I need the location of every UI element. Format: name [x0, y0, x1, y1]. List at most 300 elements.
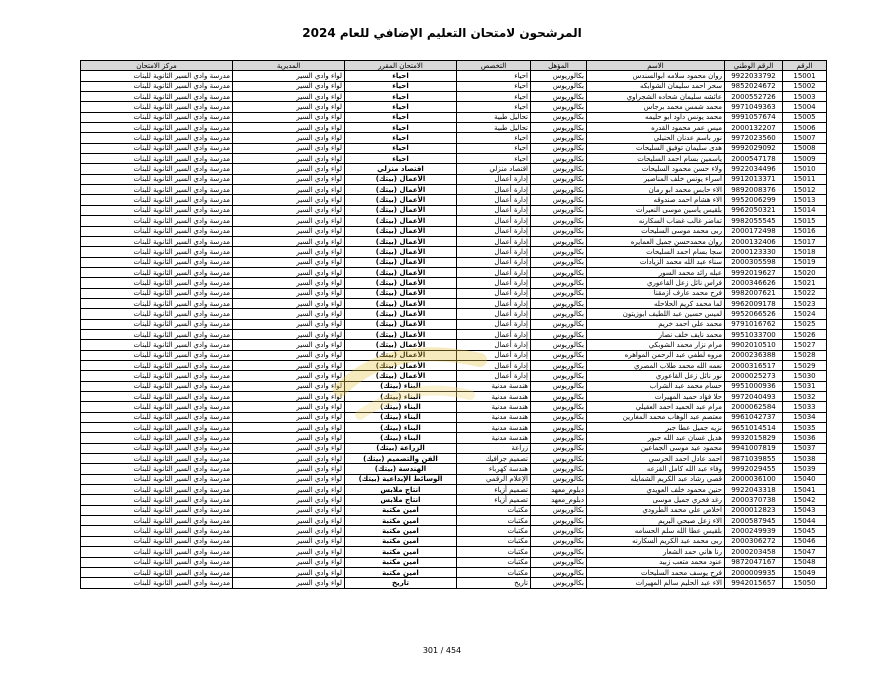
cell-center: مدرسة وادي السير الثانوية للبنات: [81, 288, 233, 298]
cell-id: 15046: [783, 536, 827, 546]
cell-name: رنا هاني حمد الشعار: [587, 547, 725, 557]
cell-center: مدرسة وادي السير الثانوية للبنات: [81, 443, 233, 453]
table-row: [81, 133, 827, 143]
cell-exam: الأعمال (بيتك): [345, 360, 457, 370]
cell-center: مدرسة وادي السير الثانوية للبنات: [81, 154, 233, 164]
cell-name: سناء عبد الله محمد الزيادات: [587, 257, 725, 267]
table-row: [81, 495, 827, 505]
cell-name: ربى محمد موسى السليحات: [587, 226, 725, 236]
cell-center: مدرسة وادي السير الثانوية للبنات: [81, 236, 233, 246]
cell-center: مدرسة وادي السير الثانوية للبنات: [81, 433, 233, 443]
cell-major: إدارة أعمال: [457, 360, 531, 370]
cell-name: عنود محمد متعب زبيد: [587, 557, 725, 567]
cell-id: 15034: [783, 412, 827, 422]
cell-center: مدرسة وادي السير الثانوية للبنات: [81, 174, 233, 184]
cell-center: مدرسة وادي السير الثانوية للبنات: [81, 350, 233, 360]
cell-name: نزيه جميل عطا جبر: [587, 423, 725, 433]
cell-exam: الزراعة (بيتك): [345, 443, 457, 453]
cell-qualification: بكالوريوس: [531, 547, 587, 557]
cell-qualification: بكالوريوس: [531, 143, 587, 153]
cell-major: هندسة مدنية: [457, 433, 531, 443]
cell-exam: اقتصاد منزلي: [345, 164, 457, 174]
cell-directorate: لواء وادي السير: [233, 516, 345, 526]
cell-major: هندسة مدنية: [457, 392, 531, 402]
cell-name: فراس نائل زعل القاعوري: [587, 278, 725, 288]
cell-major: احياء: [457, 102, 531, 112]
cell-name: معتصم عبد الوهاب محمد المغارين: [587, 412, 725, 422]
cell-center: مدرسة وادي السير الثانوية للبنات: [81, 71, 233, 81]
cell-id: 15025: [783, 319, 827, 329]
cell-center: مدرسة وادي السير الثانوية للبنات: [81, 412, 233, 422]
cell-qualification: بكالوريوس: [531, 371, 587, 381]
cell-national-id: 2000552726: [725, 92, 783, 102]
cell-directorate: لواء وادي السير: [233, 392, 345, 402]
cell-exam: الأعمال (بيتك): [345, 329, 457, 339]
table-row: [81, 164, 827, 174]
table-row: [81, 443, 827, 453]
cell-name: الاء هشام احمد صندوقه: [587, 195, 725, 205]
cell-id: 15042: [783, 495, 827, 505]
cell-id: 15038: [783, 454, 827, 464]
cell-id: 15016: [783, 226, 827, 236]
cell-center: مدرسة وادي السير الثانوية للبنات: [81, 195, 233, 205]
cell-name: مروه لطفي عبد الرحمن المواهره: [587, 350, 725, 360]
cell-center: مدرسة وادي السير الثانوية للبنات: [81, 164, 233, 174]
cell-major: هندسة مدنية: [457, 412, 531, 422]
cell-qualification: بكالوريوس: [531, 329, 587, 339]
cell-center: مدرسة وادي السير الثانوية للبنات: [81, 360, 233, 370]
cell-qualification: بكالوريوس: [531, 340, 587, 350]
cell-center: مدرسة وادي السير الثانوية للبنات: [81, 185, 233, 195]
cell-directorate: لواء وادي السير: [233, 412, 345, 422]
cell-qualification: بكالوريوس: [531, 309, 587, 319]
cell-qualification: بكالوريوس: [531, 298, 587, 308]
cell-exam: الأعمال (بيتك): [345, 247, 457, 257]
cell-directorate: لواء وادي السير: [233, 102, 345, 112]
cell-directorate: لواء وادي السير: [233, 195, 345, 205]
cell-id: 15023: [783, 298, 827, 308]
table-row: [81, 195, 827, 205]
cell-id: 15012: [783, 185, 827, 195]
cell-exam: الأعمال (بيتك): [345, 216, 457, 226]
cell-national-id: 9872047167: [725, 557, 783, 567]
cell-major: إدارة أعمال: [457, 226, 531, 236]
page-number: 301 / 454: [422, 646, 462, 655]
cell-national-id: 9912013371: [725, 174, 783, 184]
cell-qualification: بكالوريوس: [531, 423, 587, 433]
cell-exam: احياء: [345, 133, 457, 143]
table-row: [81, 81, 827, 91]
table-row: [81, 402, 827, 412]
cell-directorate: لواء وادي السير: [233, 92, 345, 102]
cell-national-id: 2000062584: [725, 402, 783, 412]
cell-center: مدرسة وادي السير الثانوية للبنات: [81, 371, 233, 381]
cell-directorate: لواء وادي السير: [233, 340, 345, 350]
cell-name: محمد يونس داود ابو حليمه: [587, 112, 725, 122]
header-id: الرقم: [783, 61, 827, 71]
cell-center: مدرسة وادي السير الثانوية للبنات: [81, 495, 233, 505]
cell-id: 15005: [783, 112, 827, 122]
cell-major: احياء: [457, 143, 531, 153]
cell-name: قصي رشاد عبد الكريم الشمايله: [587, 474, 725, 484]
table-row: [81, 516, 827, 526]
cell-qualification: بكالوريوس: [531, 185, 587, 195]
cell-id: 15033: [783, 402, 827, 412]
table-row: [81, 381, 827, 391]
table-row: [81, 71, 827, 81]
cell-national-id: 9902010510: [725, 340, 783, 350]
header-exam: الامتحان المقرر: [345, 61, 457, 71]
cell-name: الاء زعل صبحي البريم: [587, 516, 725, 526]
cell-major: تصميم جرافيك: [457, 454, 531, 464]
cell-qualification: دبلوم_معهد: [531, 495, 587, 505]
cell-name: اسراء يونس خلف المناصير: [587, 174, 725, 184]
cell-directorate: لواء وادي السير: [233, 381, 345, 391]
cell-exam: انتاج ملابس: [345, 495, 457, 505]
table-row: [81, 112, 827, 122]
cell-exam: امين مكتبة: [345, 516, 457, 526]
cell-exam: البناء (بيتك): [345, 412, 457, 422]
cell-exam: احياء: [345, 102, 457, 112]
cell-national-id: 9922033792: [725, 71, 783, 81]
header-directorate: المديرية: [233, 61, 345, 71]
cell-exam: الأعمال (بيتك): [345, 195, 457, 205]
cell-national-id: 9972023560: [725, 133, 783, 143]
cell-national-id: 9962009178: [725, 298, 783, 308]
cell-id: 15047: [783, 547, 827, 557]
cell-qualification: بكالوريوس: [531, 464, 587, 474]
cell-name: رغد فخري جميل موسى: [587, 495, 725, 505]
cell-directorate: لواء وادي السير: [233, 71, 345, 81]
cell-center: مدرسة وادي السير الثانوية للبنات: [81, 423, 233, 433]
table-row: [81, 298, 827, 308]
cell-id: 15031: [783, 381, 827, 391]
cell-qualification: بكالوريوس: [531, 257, 587, 267]
cell-national-id: 9951033700: [725, 329, 783, 339]
cell-qualification: بكالوريوس: [531, 412, 587, 422]
cell-name: لما محمد كريم الحلاحله: [587, 298, 725, 308]
table-row: [81, 236, 827, 246]
cell-major: إدارة أعمال: [457, 236, 531, 246]
cell-national-id: 2000346626: [725, 278, 783, 288]
cell-directorate: لواء وادي السير: [233, 495, 345, 505]
cell-id: 15018: [783, 247, 827, 257]
cell-national-id: 9971049363: [725, 102, 783, 112]
cell-qualification: بكالوريوس: [531, 133, 587, 143]
cell-exam: الأعمال (بيتك): [345, 309, 457, 319]
cell-id: 15001: [783, 71, 827, 81]
cell-major: احياء: [457, 71, 531, 81]
cell-national-id: 9972040493: [725, 392, 783, 402]
table-row: [81, 360, 827, 370]
cell-directorate: لواء وادي السير: [233, 485, 345, 495]
table-row: [81, 567, 827, 577]
cell-name: ميس عمر محمود القدره: [587, 123, 725, 133]
cell-directorate: لواء وادي السير: [233, 309, 345, 319]
cell-directorate: لواء وادي السير: [233, 288, 345, 298]
cell-name: نعمه الله محمد طلاب المصري: [587, 360, 725, 370]
cell-exam: الأعمال (بيتك): [345, 288, 457, 298]
table-row: [81, 143, 827, 153]
cell-qualification: بكالوريوس: [531, 112, 587, 122]
cell-name: الاء عبد الحليم سالم المهيرات: [587, 578, 725, 588]
cell-national-id: 9962050321: [725, 205, 783, 215]
cell-major: إدارة أعمال: [457, 185, 531, 195]
cell-qualification: بكالوريوس: [531, 123, 587, 133]
cell-major: إدارة أعمال: [457, 350, 531, 360]
cell-center: مدرسة وادي السير الثانوية للبنات: [81, 454, 233, 464]
cell-major: إدارة أعمال: [457, 288, 531, 298]
cell-name: وفاء عبد الله كامل القزعه: [587, 464, 725, 474]
cell-center: مدرسة وادي السير الثانوية للبنات: [81, 536, 233, 546]
cell-name: ياسمين بسام احمد السليحات: [587, 154, 725, 164]
table-row: [81, 205, 827, 215]
cell-national-id: 9982055545: [725, 216, 783, 226]
cell-name: اخلاص علي محمد الطرودي: [587, 505, 725, 515]
table-row: [81, 174, 827, 184]
table-row: [81, 392, 827, 402]
cell-exam: الأعمال (بيتك): [345, 340, 457, 350]
cell-id: 15003: [783, 92, 827, 102]
cell-center: مدرسة وادي السير الثانوية للبنات: [81, 247, 233, 257]
cell-national-id: 9852024672: [725, 81, 783, 91]
cell-major: مكتبات: [457, 557, 531, 567]
cell-id: 15037: [783, 443, 827, 453]
cell-national-id: 2000172498: [725, 226, 783, 236]
cell-center: مدرسة وادي السير الثانوية للبنات: [81, 464, 233, 474]
cell-exam: الأعمال (بيتك): [345, 205, 457, 215]
cell-name: نور نائل زعل القاعوري: [587, 371, 725, 381]
cell-directorate: لواء وادي السير: [233, 164, 345, 174]
cell-exam: احياء: [345, 123, 457, 133]
table-row: [81, 412, 827, 422]
cell-name: حلا فؤاد حميد المهيرات: [587, 392, 725, 402]
cell-directorate: لواء وادي السير: [233, 298, 345, 308]
cell-exam: الأعمال (بيتك): [345, 371, 457, 381]
cell-qualification: بكالوريوس: [531, 402, 587, 412]
cell-directorate: لواء وادي السير: [233, 578, 345, 588]
cell-id: 15017: [783, 236, 827, 246]
cell-directorate: لواء وادي السير: [233, 216, 345, 226]
cell-center: مدرسة وادي السير الثانوية للبنات: [81, 133, 233, 143]
cell-center: مدرسة وادي السير الثانوية للبنات: [81, 578, 233, 588]
cell-directorate: لواء وادي السير: [233, 464, 345, 474]
cell-exam: الأعمال (بيتك): [345, 174, 457, 184]
table-row: [81, 319, 827, 329]
cell-national-id: 2000547178: [725, 154, 783, 164]
cell-qualification: بكالوريوس: [531, 526, 587, 536]
cell-directorate: لواء وادي السير: [233, 81, 345, 91]
table-row: [81, 267, 827, 277]
cell-national-id: 9942015657: [725, 578, 783, 588]
cell-major: مكتبات: [457, 547, 531, 557]
cell-name: ولاء حسن محمود السليحات: [587, 164, 725, 174]
table-row: [81, 536, 827, 546]
cell-qualification: بكالوريوس: [531, 350, 587, 360]
cell-national-id: 9992029092: [725, 143, 783, 153]
cell-major: تاريخ: [457, 578, 531, 588]
cell-qualification: دبلوم_معهد: [531, 485, 587, 495]
cell-major: إدارة أعمال: [457, 309, 531, 319]
cell-qualification: بكالوريوس: [531, 81, 587, 91]
cell-center: مدرسة وادي السير الثانوية للبنات: [81, 226, 233, 236]
cell-id: 15030: [783, 371, 827, 381]
table-row: [81, 154, 827, 164]
cell-id: 15045: [783, 526, 827, 536]
table-header-row: [81, 61, 827, 71]
cell-qualification: بكالوريوس: [531, 278, 587, 288]
cell-center: مدرسة وادي السير الثانوية للبنات: [81, 329, 233, 339]
cell-name: نور باسم عدنان الحنيلي: [587, 133, 725, 143]
cell-name: عبله رائد محمد السور: [587, 267, 725, 277]
cell-qualification: بكالوريوس: [531, 92, 587, 102]
table-row: [81, 454, 827, 464]
cell-exam: الفن والتصميم (بيتك): [345, 454, 457, 464]
cell-national-id: 9871039855: [725, 454, 783, 464]
cell-name: بلقيس ياسين موسى النعيرات: [587, 205, 725, 215]
cell-directorate: لواء وادي السير: [233, 536, 345, 546]
cell-national-id: 9791016762: [725, 319, 783, 329]
cell-qualification: بكالوريوس: [531, 536, 587, 546]
cell-id: 15011: [783, 174, 827, 184]
table-row: [81, 350, 827, 360]
cell-directorate: لواء وادي السير: [233, 567, 345, 577]
cell-exam: الأعمال (بيتك): [345, 278, 457, 288]
table-row: [81, 288, 827, 298]
cell-national-id: 2000249939: [725, 526, 783, 536]
cell-major: إدارة أعمال: [457, 174, 531, 184]
cell-exam: احياء: [345, 154, 457, 164]
cell-major: تصميم أزياء: [457, 485, 531, 495]
table-row: [81, 102, 827, 112]
cell-id: 15049: [783, 567, 827, 577]
cell-name: هدى سليمان توفيق السليحات: [587, 143, 725, 153]
cell-center: مدرسة وادي السير الثانوية للبنات: [81, 102, 233, 112]
cell-center: مدرسة وادي السير الثانوية للبنات: [81, 267, 233, 277]
cell-id: 15026: [783, 329, 827, 339]
table-row: [81, 371, 827, 381]
cell-qualification: بكالوريوس: [531, 319, 587, 329]
cell-name: عائشه سليمان شحاده الشجراوي: [587, 92, 725, 102]
cell-major: مكتبات: [457, 516, 531, 526]
cell-id: 15027: [783, 340, 827, 350]
cell-qualification: بكالوريوس: [531, 236, 587, 246]
cell-exam: الهندسة (بيتك): [345, 464, 457, 474]
cell-id: 15029: [783, 360, 827, 370]
cell-exam: الأعمال (بيتك): [345, 267, 457, 277]
cell-name: فرح يوسف محمد السليحات: [587, 567, 725, 577]
cell-directorate: لواء وادي السير: [233, 257, 345, 267]
cell-exam: الأعمال (بيتك): [345, 185, 457, 195]
table-row: [81, 547, 827, 557]
candidates-table: [80, 60, 827, 589]
cell-national-id: 9992019627: [725, 267, 783, 277]
cell-center: مدرسة وادي السير الثانوية للبنات: [81, 485, 233, 495]
cell-center: مدرسة وادي السير الثانوية للبنات: [81, 340, 233, 350]
cell-qualification: بكالوريوس: [531, 288, 587, 298]
cell-major: هندسة مدنية: [457, 423, 531, 433]
cell-exam: الأعمال (بيتك): [345, 319, 457, 329]
cell-major: إدارة أعمال: [457, 216, 531, 226]
cell-directorate: لواء وادي السير: [233, 557, 345, 567]
cell-qualification: بكالوريوس: [531, 454, 587, 464]
cell-id: 15020: [783, 267, 827, 277]
cell-name: محمد علي احمد خريم: [587, 319, 725, 329]
cell-exam: الأعمال (بيتك): [345, 298, 457, 308]
cell-directorate: لواء وادي السير: [233, 433, 345, 443]
cell-major: إدارة أعمال: [457, 329, 531, 339]
cell-qualification: بكالوريوس: [531, 474, 587, 484]
cell-national-id: 9892008376: [725, 185, 783, 195]
cell-exam: البناء (بيتك): [345, 433, 457, 443]
cell-directorate: لواء وادي السير: [233, 319, 345, 329]
cell-qualification: بكالوريوس: [531, 505, 587, 515]
cell-name: محمد شمس محمد برجاس: [587, 102, 725, 112]
cell-center: مدرسة وادي السير الثانوية للبنات: [81, 381, 233, 391]
cell-name: فرح محمد عارف ازمقنا: [587, 288, 725, 298]
cell-id: 15039: [783, 464, 827, 474]
cell-national-id: 2000036100: [725, 474, 783, 484]
cell-id: 15021: [783, 278, 827, 288]
cell-directorate: لواء وادي السير: [233, 236, 345, 246]
cell-name: الاء حابس محمد ابو رمان: [587, 185, 725, 195]
cell-name: حنين محمود خلف العويدي: [587, 485, 725, 495]
cell-id: 15041: [783, 485, 827, 495]
cell-exam: البناء (بيتك): [345, 423, 457, 433]
table-row: [81, 185, 827, 195]
cell-qualification: بكالوريوس: [531, 267, 587, 277]
cell-name: احمد عادل احمد الحرسي: [587, 454, 725, 464]
cell-exam: الوسائط الإبداعية (بيتك): [345, 474, 457, 484]
cell-qualification: بكالوريوس: [531, 381, 587, 391]
cell-id: 15006: [783, 123, 827, 133]
cell-directorate: لواء وادي السير: [233, 505, 345, 515]
cell-center: مدرسة وادي السير الثانوية للبنات: [81, 92, 233, 102]
cell-national-id: 2000132207: [725, 123, 783, 133]
cell-directorate: لواء وادي السير: [233, 123, 345, 133]
cell-center: مدرسة وادي السير الثانوية للبنات: [81, 257, 233, 267]
cell-id: 15014: [783, 205, 827, 215]
cell-major: زراعة: [457, 443, 531, 453]
cell-center: مدرسة وادي السير الثانوية للبنات: [81, 402, 233, 412]
table-body: [81, 71, 827, 588]
cell-qualification: بكالوريوس: [531, 195, 587, 205]
cell-qualification: بكالوريوس: [531, 360, 587, 370]
cell-national-id: 2000587945: [725, 516, 783, 526]
cell-national-id: 9982007621: [725, 288, 783, 298]
cell-center: مدرسة وادي السير الثانوية للبنات: [81, 205, 233, 215]
cell-major: احياء: [457, 154, 531, 164]
cell-exam: احياء: [345, 143, 457, 153]
cell-name: محمد نايف خلف نصار: [587, 329, 725, 339]
table-row: [81, 505, 827, 515]
cell-id: 15028: [783, 350, 827, 360]
cell-id: 15019: [783, 257, 827, 267]
cell-id: 15022: [783, 288, 827, 298]
cell-directorate: لواء وادي السير: [233, 205, 345, 215]
cell-directorate: لواء وادي السير: [233, 329, 345, 339]
cell-exam: امين مكتبة: [345, 557, 457, 567]
cell-directorate: لواء وادي السير: [233, 423, 345, 433]
cell-center: مدرسة وادي السير الثانوية للبنات: [81, 319, 233, 329]
table-row: [81, 474, 827, 484]
cell-directorate: لواء وادي السير: [233, 526, 345, 536]
cell-name: تماضر غالب غضاب السكارنه: [587, 216, 725, 226]
cell-major: احياء: [457, 133, 531, 143]
cell-major: إدارة أعمال: [457, 195, 531, 205]
cell-center: مدرسة وادي السير الثانوية للبنات: [81, 309, 233, 319]
cell-exam: احياء: [345, 71, 457, 81]
